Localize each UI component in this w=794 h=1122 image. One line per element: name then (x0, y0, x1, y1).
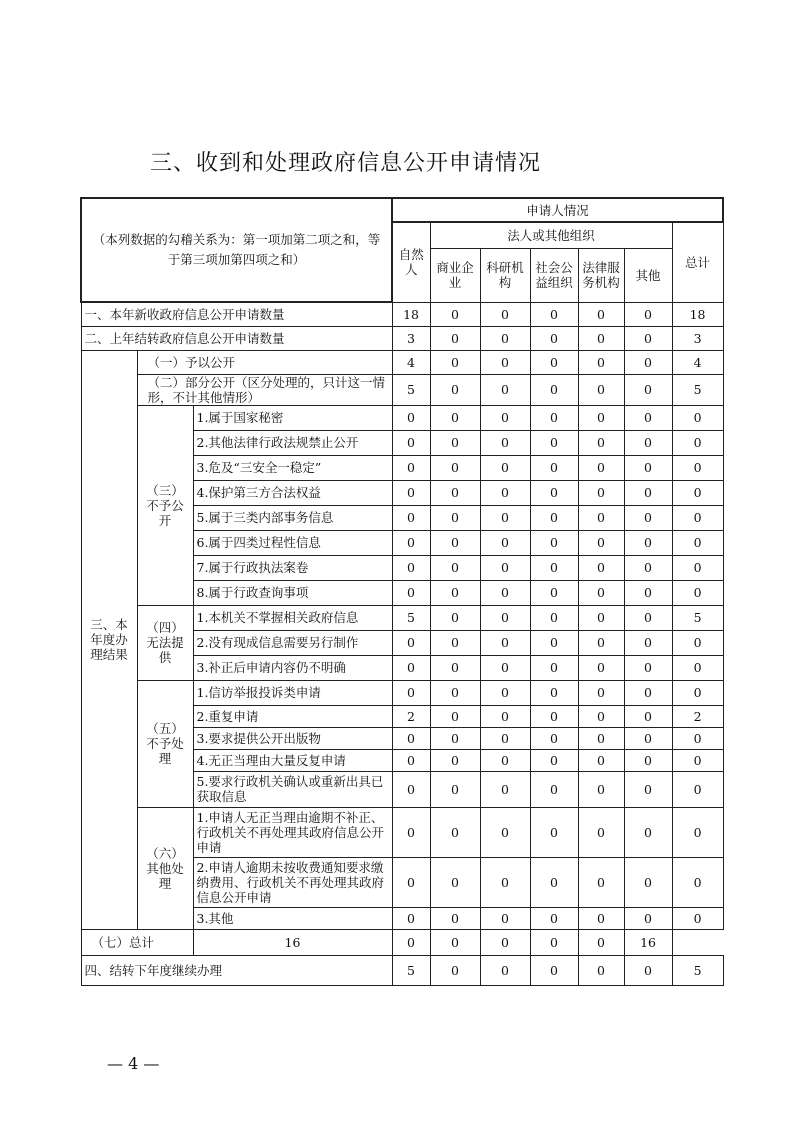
row-value: 0 (672, 655, 723, 680)
table-row (81, 405, 723, 430)
table-row (81, 955, 723, 985)
row-label: 3.其他 (193, 907, 392, 929)
row-value: 0 (624, 857, 672, 907)
row-label: 1.本机关不掌握相关政府信息 (193, 605, 392, 630)
row-value: 0 (392, 680, 430, 705)
row-value: 0 (480, 929, 530, 955)
row-label: 2.申请人逾期未按收费通知要求缴纳费用、行政机关不再处理其政府信息公开申请 (193, 857, 392, 907)
group-unable: （四）无法提供 (137, 605, 193, 680)
row-value: 0 (624, 530, 672, 555)
row-value: 0 (530, 302, 578, 326)
row-value: 0 (624, 749, 672, 771)
row-value: 0 (578, 655, 624, 680)
row-label: 4.无正当理由大量反复申请 (193, 749, 392, 771)
row-value: 0 (430, 680, 480, 705)
row-label: 3.补正后申请内容仍不明确 (193, 655, 392, 680)
row-value: 0 (530, 530, 578, 555)
row-value: 0 (672, 455, 723, 480)
row-value: 0 (430, 580, 480, 605)
group-no-process: （五）不予处理 (137, 680, 193, 807)
header-note: （本列数据的勾稽关系为：第一项加第二项之和，等于第三项加第四项之和） (81, 198, 392, 302)
header-natural-person: 自然人 (392, 222, 430, 302)
statistics-table (80, 197, 724, 986)
row-value: 0 (480, 326, 530, 350)
group-not-open: （三）不予公开 (137, 405, 193, 605)
row-value: 0 (430, 430, 480, 455)
row-label: 5.要求行政机关确认或重新出具已获取信息 (193, 771, 392, 807)
row-value: 0 (530, 929, 578, 955)
row-value: 0 (530, 630, 578, 655)
row-value: 0 (624, 705, 672, 727)
table-row (81, 350, 723, 374)
row-value: 0 (672, 430, 723, 455)
row-label: 一、本年新收政府信息公开申请数量 (81, 302, 392, 326)
table-row (81, 605, 723, 630)
table-row (81, 929, 723, 955)
row-label: 1.属于国家秘密 (193, 405, 392, 430)
row-value: 0 (530, 350, 578, 374)
row-value: 0 (480, 480, 530, 505)
row-value: 0 (430, 326, 480, 350)
table-row (81, 807, 723, 857)
row-value: 0 (624, 955, 672, 985)
row-value: 3 (392, 326, 430, 350)
row-value: 0 (672, 630, 723, 655)
table-row (81, 326, 723, 350)
row-label: 2.没有现成信息需要另行制作 (193, 630, 392, 655)
row-value: 0 (480, 405, 530, 430)
row-label: 1.申请人无正当理由逾期不补正、行政机关不再处理其政府信息公开申请 (193, 807, 392, 857)
row-label: 8.属于行政查询事项 (193, 580, 392, 605)
row-value: 0 (392, 655, 430, 680)
row-value: 0 (624, 807, 672, 857)
row-value: 0 (430, 605, 480, 630)
row-value: 16 (193, 929, 392, 955)
row-value: 0 (530, 480, 578, 505)
row-value: 0 (578, 727, 624, 749)
row-value: 0 (530, 326, 578, 350)
row-value: 0 (672, 771, 723, 807)
row-value: 0 (578, 530, 624, 555)
row-value: 0 (392, 455, 430, 480)
row-value: 0 (480, 807, 530, 857)
header-commercial: 商业企业 (430, 248, 480, 302)
row-value: 0 (578, 857, 624, 907)
row-value: 0 (430, 480, 480, 505)
row-value: 0 (672, 907, 723, 929)
row-value: 0 (480, 727, 530, 749)
row-value: 0 (430, 727, 480, 749)
row-value: 0 (430, 749, 480, 771)
row-value: 5 (672, 374, 723, 405)
row-value: 0 (430, 955, 480, 985)
row-value: 0 (578, 430, 624, 455)
row-value: 0 (672, 405, 723, 430)
row-value: 0 (430, 705, 480, 727)
row-value: 0 (480, 857, 530, 907)
row-value: 0 (624, 326, 672, 350)
row-value: 16 (624, 929, 672, 955)
header-applicant: 申请人情况 (392, 198, 723, 222)
row-value: 0 (430, 929, 480, 955)
row-value: 0 (530, 771, 578, 807)
header-social: 社会公益组织 (530, 248, 578, 302)
row-value: 4 (392, 350, 430, 374)
row-value: 0 (624, 605, 672, 630)
row-value: 0 (624, 505, 672, 530)
row-value: 0 (430, 857, 480, 907)
row-value: 0 (672, 727, 723, 749)
row-value: 0 (624, 771, 672, 807)
row-value: 0 (578, 302, 624, 326)
row-value: 5 (392, 374, 430, 405)
row-value: 0 (624, 302, 672, 326)
row-value: 0 (672, 857, 723, 907)
row-value: 0 (392, 807, 430, 857)
row-value: 0 (578, 907, 624, 929)
row-value: 2 (672, 705, 723, 727)
row-value: 0 (672, 530, 723, 555)
row-value: 0 (578, 580, 624, 605)
row-value: 0 (480, 749, 530, 771)
row-value: 0 (392, 480, 430, 505)
row-value: 0 (430, 530, 480, 555)
row-value: 18 (672, 302, 723, 326)
row-value: 0 (672, 505, 723, 530)
row-value: 0 (672, 807, 723, 857)
row-value: 0 (578, 374, 624, 405)
row-value: 0 (430, 771, 480, 807)
row-value: 0 (430, 350, 480, 374)
row-value: 0 (392, 530, 430, 555)
row-value: 0 (392, 580, 430, 605)
row-value: 5 (392, 605, 430, 630)
row-value: 0 (392, 505, 430, 530)
row-value: 0 (392, 907, 430, 929)
table-row (81, 680, 723, 705)
row-label: 四、结转下年度继续办理 (81, 955, 392, 985)
row-value: 0 (392, 727, 430, 749)
row-value: 0 (578, 955, 624, 985)
row-value: 0 (480, 530, 530, 555)
row-value: 0 (624, 580, 672, 605)
row-value: 4 (672, 350, 723, 374)
row-value: 0 (530, 655, 578, 680)
row-value: 0 (624, 350, 672, 374)
row-value: 0 (578, 350, 624, 374)
row-value: 0 (530, 605, 578, 630)
row-value: 5 (672, 955, 723, 985)
row-value: 0 (578, 480, 624, 505)
row-value: 0 (480, 655, 530, 680)
row-value: 0 (624, 655, 672, 680)
row-label: 3.危及“三安全一稳定” (193, 455, 392, 480)
table-row (81, 374, 723, 405)
row-value: 0 (578, 807, 624, 857)
row-value: 0 (578, 455, 624, 480)
row-label: （一）予以公开 (137, 350, 392, 374)
row-label: 3.要求提供公开出版物 (193, 727, 392, 749)
row-value: 0 (578, 705, 624, 727)
row-value: 0 (392, 555, 430, 580)
row-value: 0 (392, 430, 430, 455)
row-value: 0 (672, 680, 723, 705)
row-value: 0 (480, 771, 530, 807)
row-value: 0 (624, 374, 672, 405)
row-value: 0 (430, 455, 480, 480)
row-value: 0 (480, 350, 530, 374)
row-value: 0 (530, 505, 578, 530)
row-value: 0 (578, 326, 624, 350)
row-value: 0 (480, 505, 530, 530)
row-value: 0 (578, 405, 624, 430)
header-total: 总计 (672, 222, 723, 302)
row-value: 0 (530, 857, 578, 907)
row-value: 0 (480, 955, 530, 985)
row-value: 18 (392, 302, 430, 326)
row-value: 0 (530, 955, 578, 985)
header-other: 其他 (624, 248, 672, 302)
row-value: 0 (578, 605, 624, 630)
row-value: 0 (530, 430, 578, 455)
row-value: 0 (392, 749, 430, 771)
row-label: 2.重复申请 (193, 705, 392, 727)
row-value: 0 (624, 430, 672, 455)
row-value: 0 (530, 455, 578, 480)
row-value: 0 (624, 680, 672, 705)
row-value: 0 (672, 555, 723, 580)
row-value: 0 (480, 555, 530, 580)
row-value: 0 (480, 430, 530, 455)
row-value: 0 (530, 907, 578, 929)
row-value: 0 (430, 655, 480, 680)
row-value: 0 (392, 630, 430, 655)
row-value: 0 (430, 807, 480, 857)
row-label: 1.信访举报投诉类申请 (193, 680, 392, 705)
row-label: （二）部分公开（区分处理的，只计这一情形，不计其他情形） (137, 374, 392, 405)
row-label: 6.属于四类过程性信息 (193, 530, 392, 555)
row-value: 0 (530, 680, 578, 705)
row-value: 0 (624, 555, 672, 580)
row-value: 0 (430, 505, 480, 530)
page-title: 三、收到和处理政府信息公开申请情况 (150, 151, 542, 176)
row-label: 二、上年结转政府信息公开申请数量 (81, 326, 392, 350)
row-label: 5.属于三类内部事务信息 (193, 505, 392, 530)
row-label: 7.属于行政执法案卷 (193, 555, 392, 580)
row-value: 0 (480, 605, 530, 630)
row-label: 4.保护第三方合法权益 (193, 480, 392, 505)
row-value: 0 (480, 580, 530, 605)
row-value: 0 (624, 480, 672, 505)
row-value: 0 (578, 749, 624, 771)
row-value: 0 (624, 907, 672, 929)
row-value: 0 (578, 929, 624, 955)
group-result: 三、本年度办理结果 (81, 350, 137, 929)
row-value: 2 (392, 705, 430, 727)
row-value: 0 (480, 907, 530, 929)
group-other-process: （六）其他处理 (137, 807, 193, 929)
row-value: 0 (480, 680, 530, 705)
header-research: 科研机构 (480, 248, 530, 302)
row-value: 0 (430, 630, 480, 655)
row-value: 0 (530, 807, 578, 857)
row-value: 0 (392, 405, 430, 430)
row-value: 3 (672, 326, 723, 350)
row-value: 0 (480, 455, 530, 480)
table-row (81, 302, 723, 326)
row-value: 0 (392, 929, 430, 955)
row-value: 0 (530, 580, 578, 605)
row-value: 0 (392, 771, 430, 807)
header-legal-group: 法人或其他组织 (430, 222, 672, 248)
row-value: 0 (624, 727, 672, 749)
row-value: 0 (480, 302, 530, 326)
row-value: 0 (392, 857, 430, 907)
row-value: 0 (530, 374, 578, 405)
row-value: 0 (672, 749, 723, 771)
page-number: — 4 — (107, 1054, 160, 1073)
row-value: 0 (672, 580, 723, 605)
row-value: 0 (624, 630, 672, 655)
row-value: 0 (624, 455, 672, 480)
row-value: 0 (430, 555, 480, 580)
row-value: 0 (624, 405, 672, 430)
row-value: 5 (672, 605, 723, 630)
row-value: 0 (578, 505, 624, 530)
row-value: 0 (480, 374, 530, 405)
row-value: 0 (578, 630, 624, 655)
row-value: 0 (530, 749, 578, 771)
header-legal-service: 法律服务机构 (578, 248, 624, 302)
row-value: 0 (430, 405, 480, 430)
row-label: （七）总计 (81, 929, 193, 955)
row-value: 0 (530, 405, 578, 430)
row-value: 0 (430, 907, 480, 929)
row-label: 2.其他法律行政法规禁止公开 (193, 430, 392, 455)
row-value: 5 (392, 955, 430, 985)
row-value: 0 (578, 680, 624, 705)
row-value: 0 (480, 705, 530, 727)
row-value: 0 (578, 771, 624, 807)
row-value: 0 (578, 555, 624, 580)
row-value: 0 (430, 302, 480, 326)
row-value: 0 (672, 480, 723, 505)
row-value: 0 (530, 555, 578, 580)
row-value: 0 (530, 705, 578, 727)
row-value: 0 (430, 374, 480, 405)
row-value: 0 (480, 630, 530, 655)
row-value: 0 (530, 727, 578, 749)
